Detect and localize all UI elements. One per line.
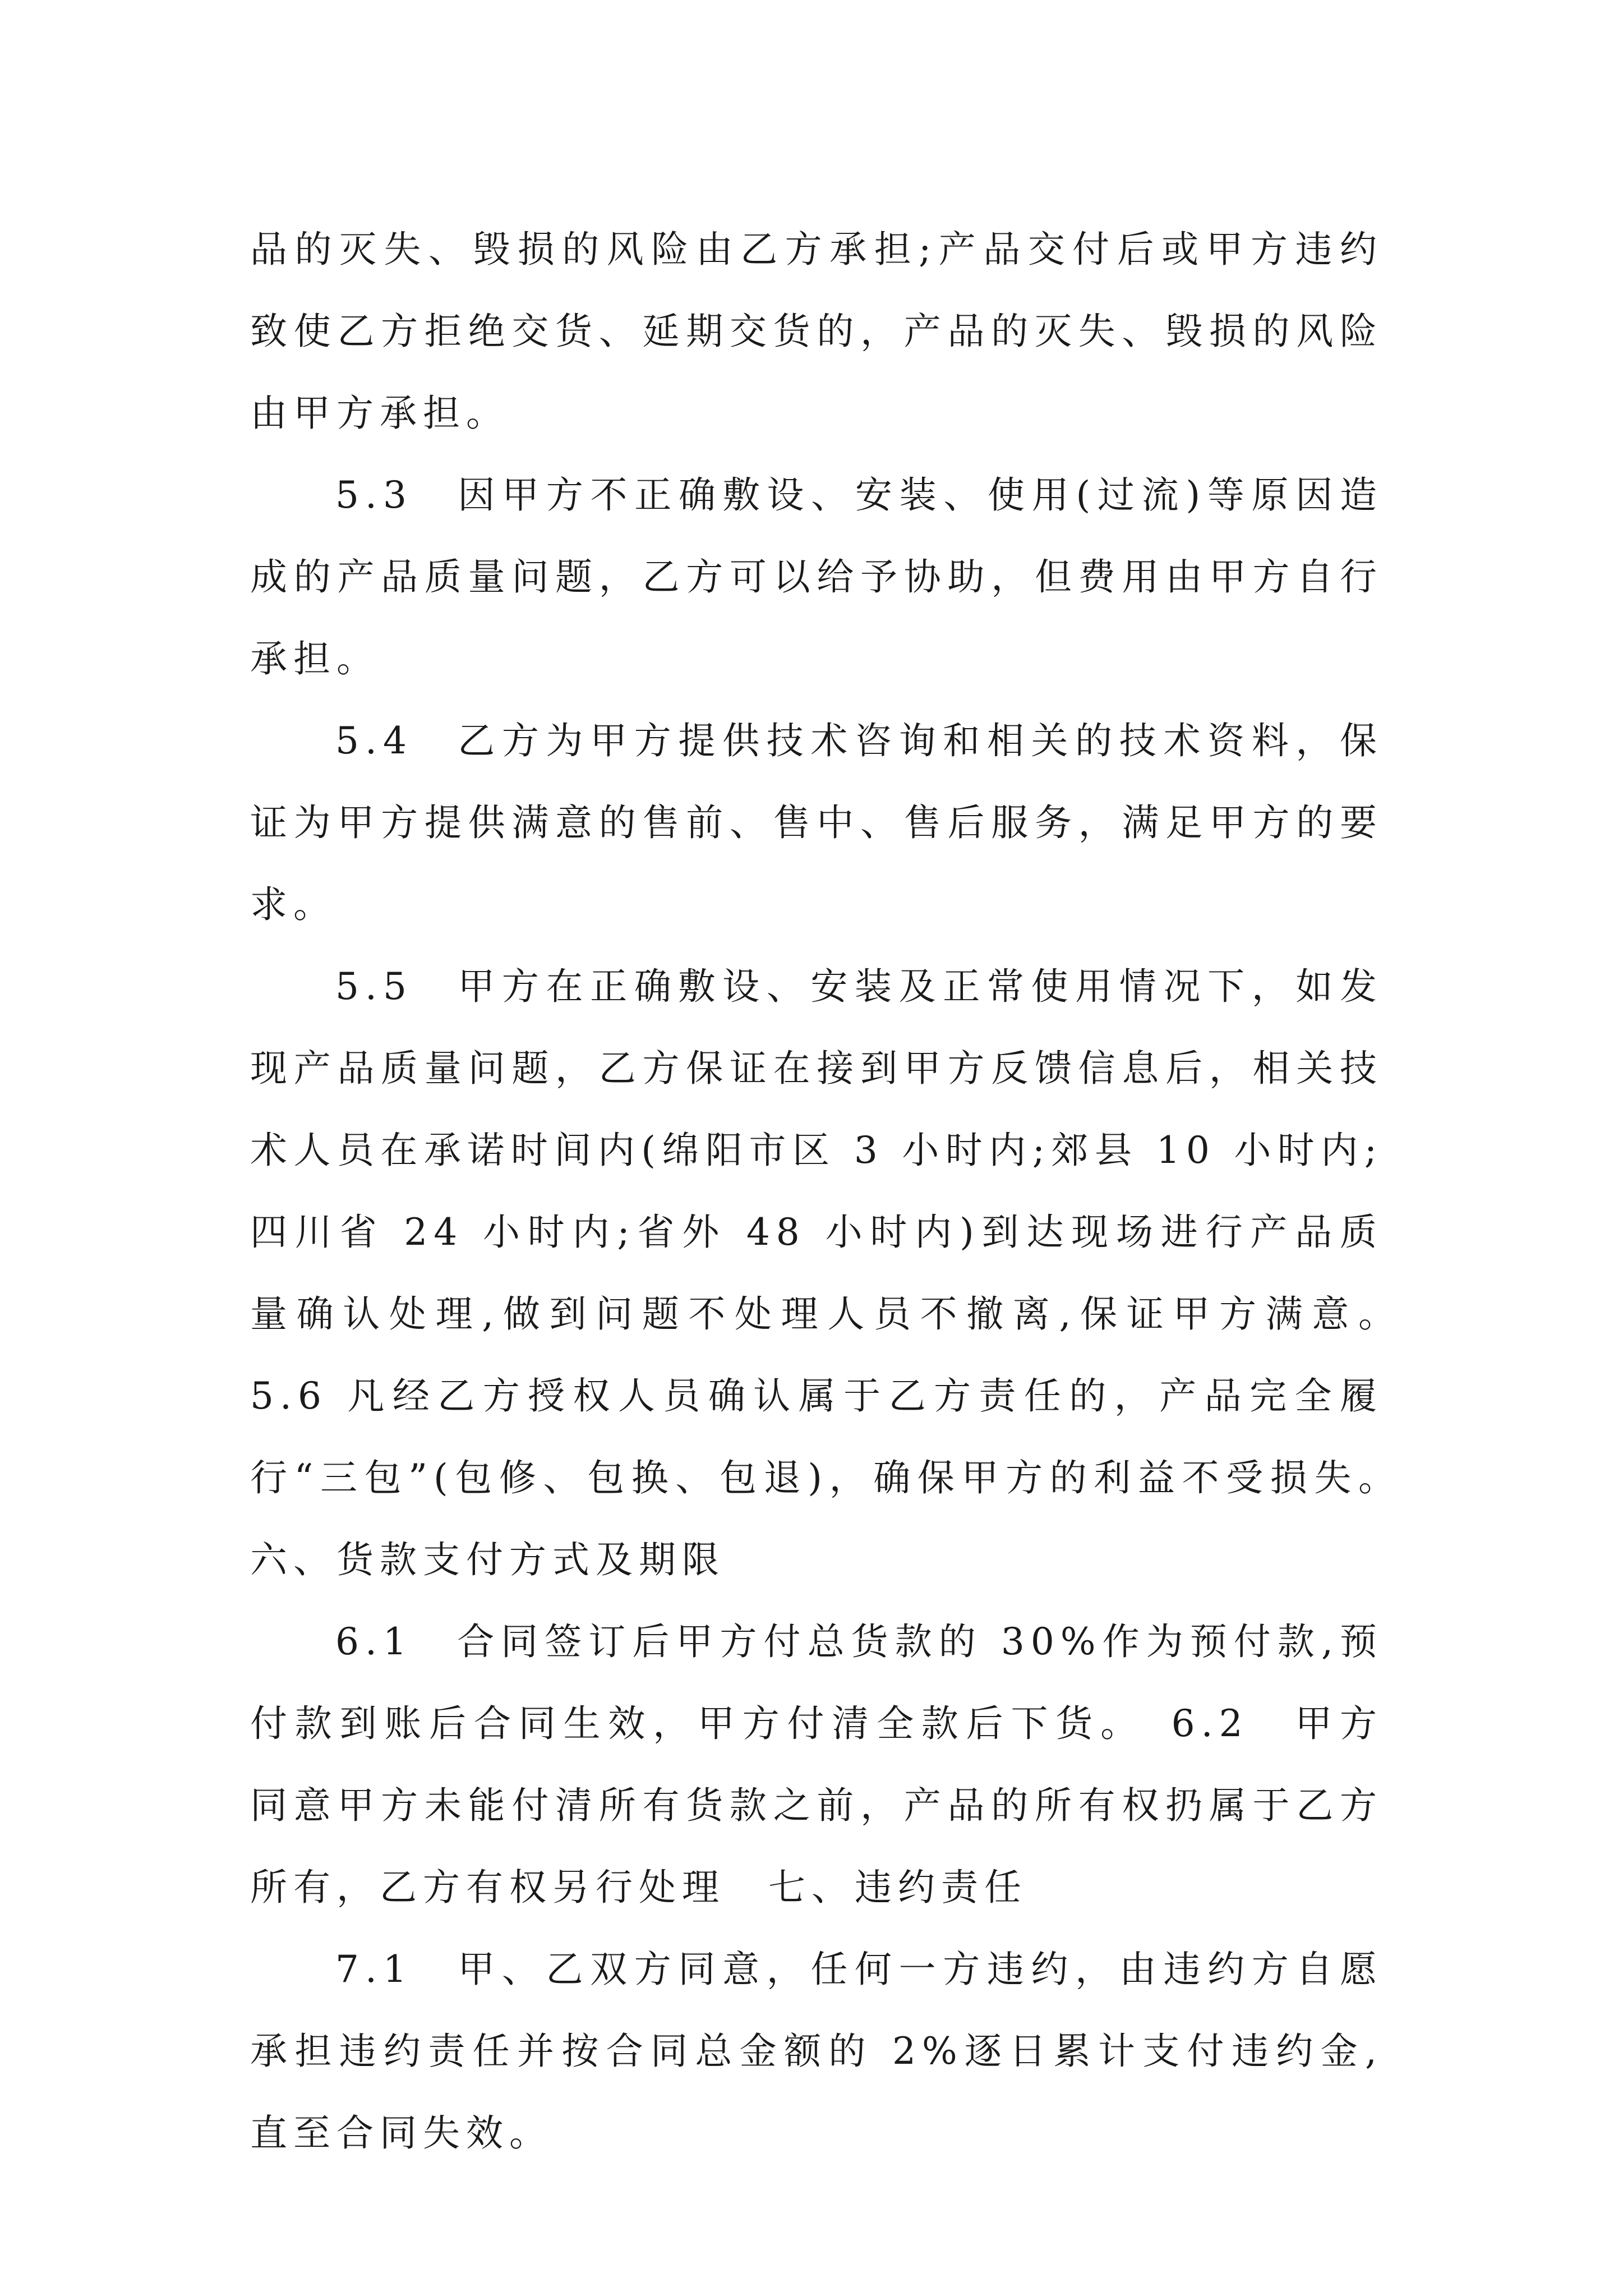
document-body bbox=[250, 209, 1426, 2174]
paragraph-5-2-continuation: 品的灭失、毁损的风险由乙方承担;产品交付后或甲方违约致使乙方拒绝交货、延期交货的，产品的灭失、毁损的风险由甲方承担。 bbox=[250, 228, 1383, 435]
paragraph-5-3: 5.3 因甲方不正确敷设、安装、使用(过流)等原因造成的产品质量问题，乙方可以给予协助，但费用由甲方自行承担。 bbox=[250, 473, 1383, 680]
paragraph-7-1: 7.1 甲、乙双方同意，任何一方违约，由违约方自愿承担违约责任并按合同总金额的 2%逐日累计支付违约金,直至合同失效。 bbox=[250, 1948, 1383, 2155]
paragraph-5-5: 5.5 甲方在正确敷设、安装及正常使用情况下，如发现产品质量问题，乙方保证在接到甲方反馈信息后，相关技术人员在承诺时间内(绵阳市区 3 小时内;郊县 10 小时内;四川省 24 小时内;省外 48 小时内)到达现场进行产品质量确认处理,做到问题不处理人员不撤离,保证甲方满意。 5.6 凡经乙方授权人员确认属于乙方责任的，产品完全履行“三包”(包修、包换、包退)，确保甲方的利益不受损失。 六、货款支付方式及期限 bbox=[250, 965, 1426, 1581]
paragraph-5-4: 5.4 乙方为甲方提供技术咨询和相关的技术资料，保证为甲方提供满意的售前、售中、售后服务，满足甲方的要求。 bbox=[250, 719, 1383, 926]
paragraph-6-1: 6.1 合同签订后甲方付总货款的 30%作为预付款,预付款到账后合同生效，甲方付清全款后下货。 6.2 甲方同意甲方未能付清所有货款之前，产品的所有权扔属于乙方所有，乙方有权另行处理 七、违约责任 bbox=[250, 1620, 1383, 1909]
